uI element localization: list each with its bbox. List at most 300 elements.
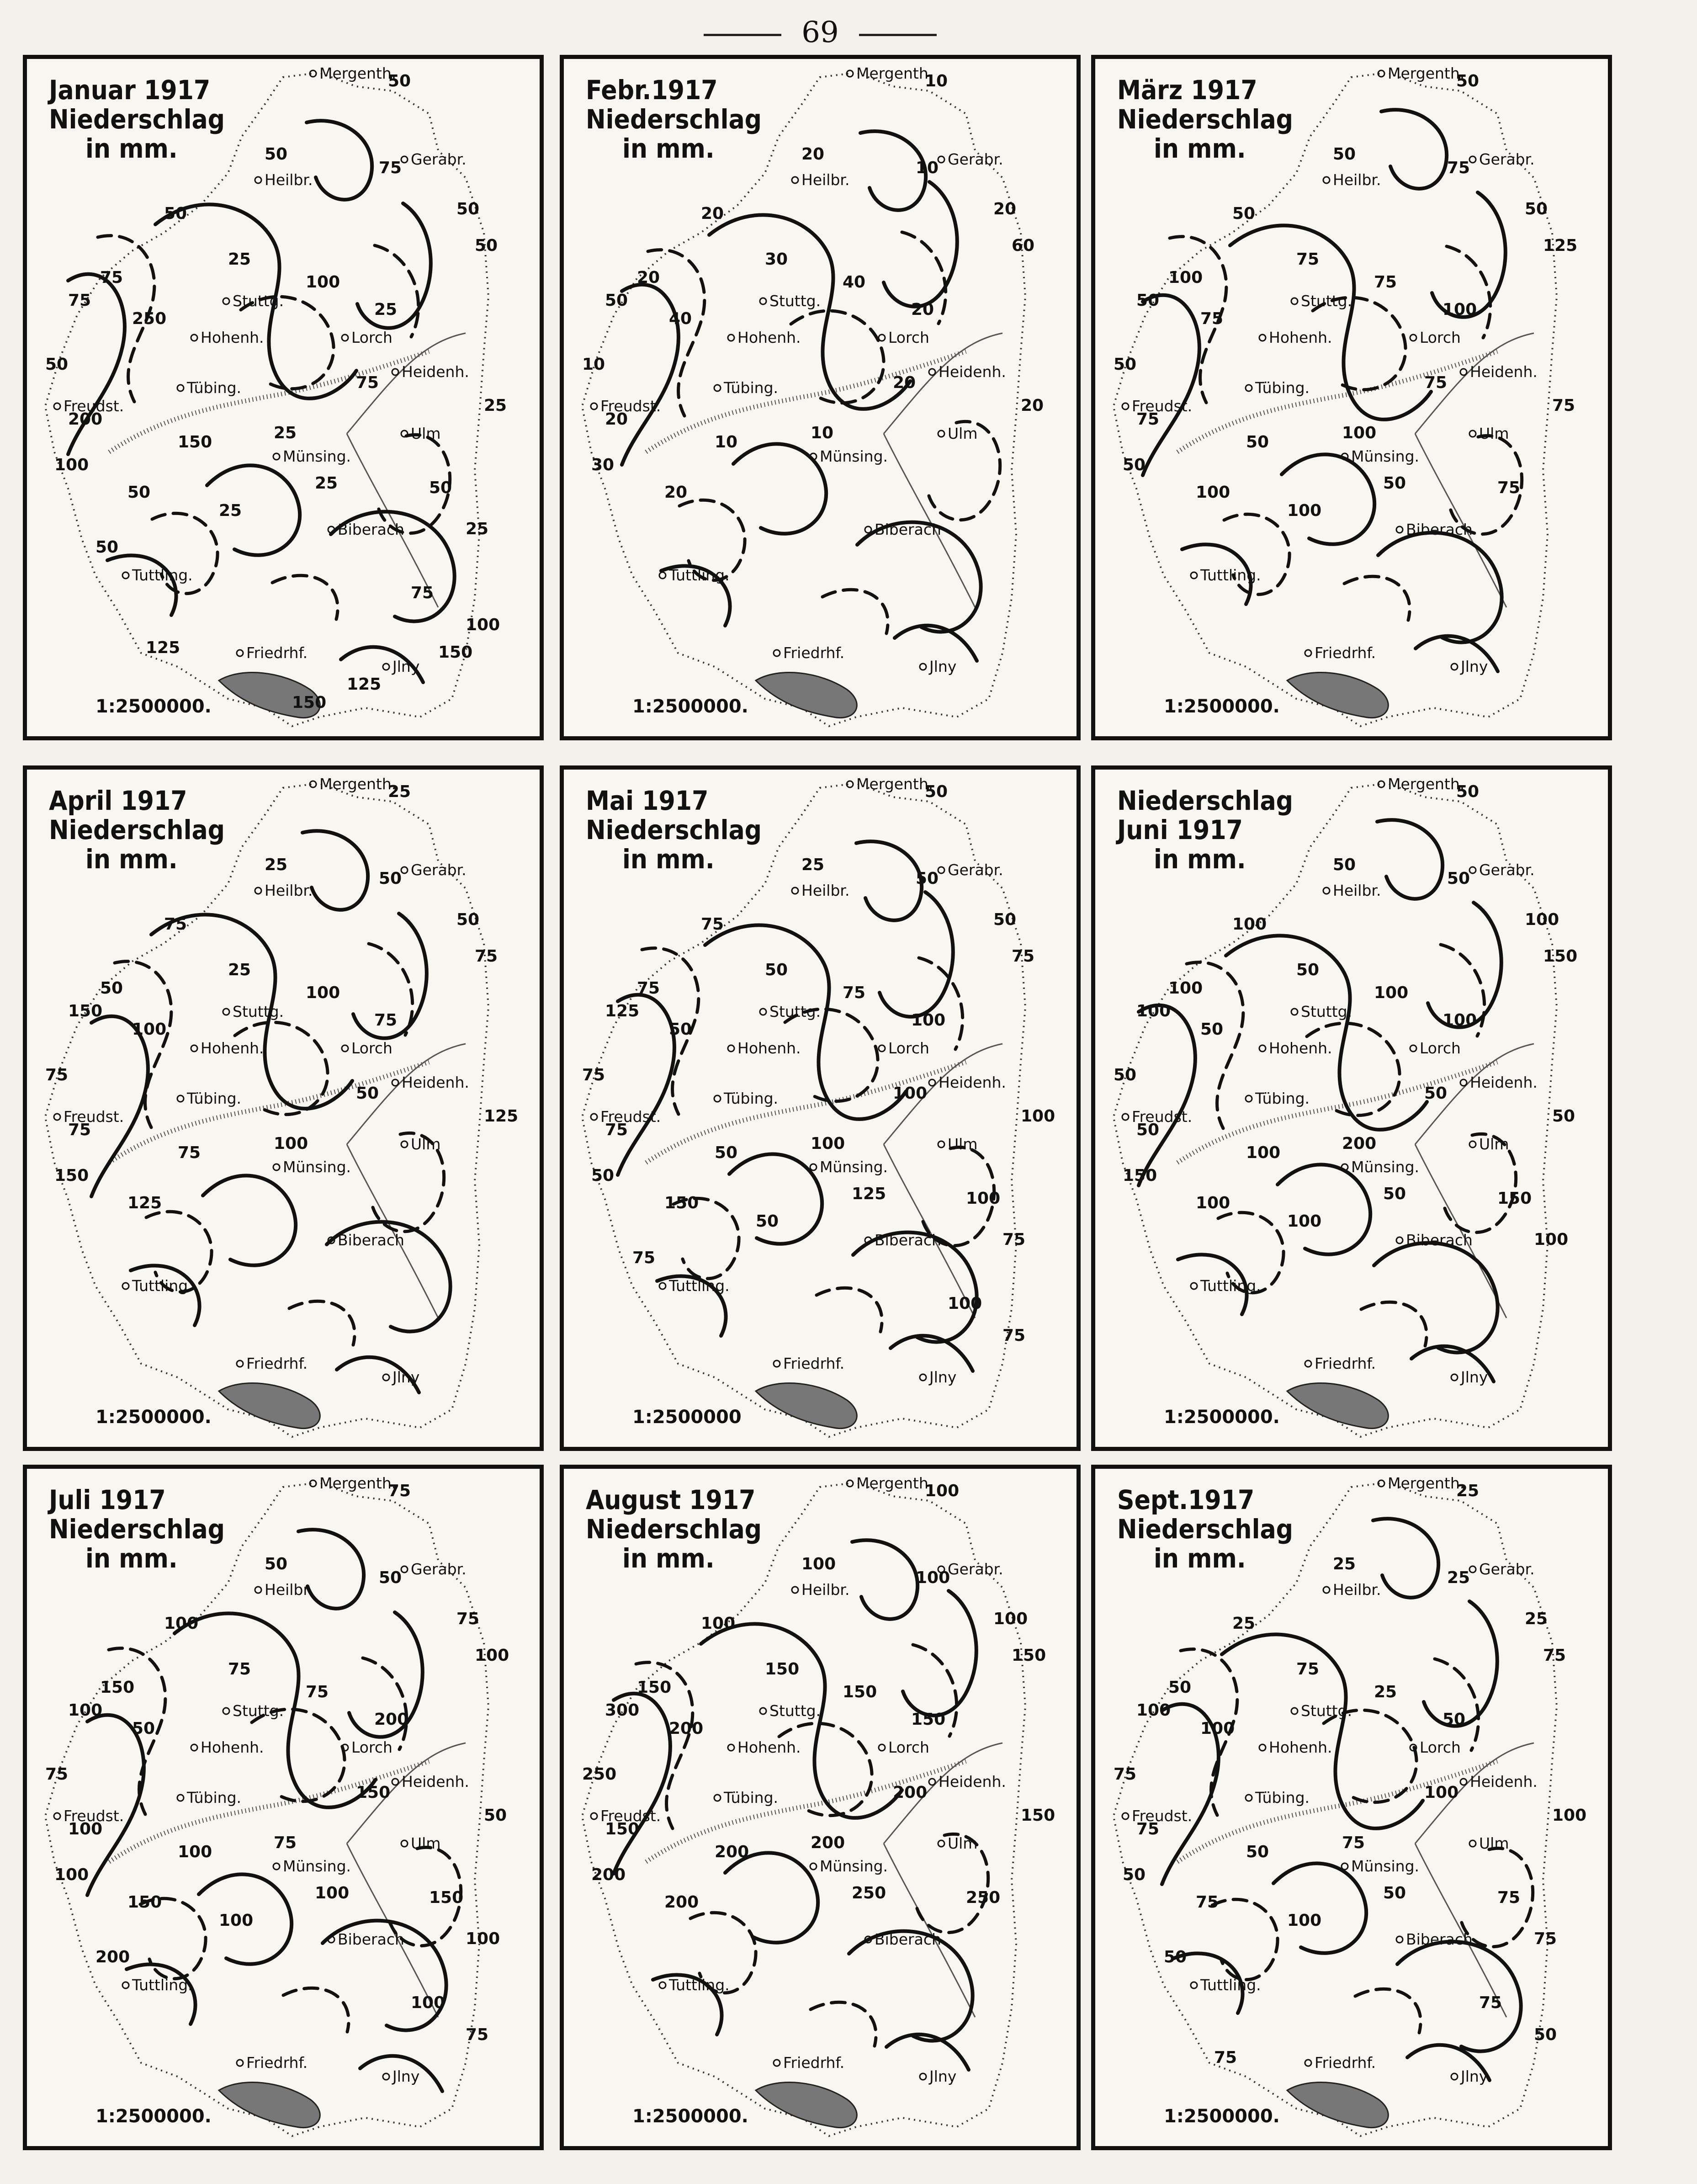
isohyet-value-label: 100: [1136, 1002, 1171, 1020]
isohyet-value-label: 75: [632, 1249, 656, 1267]
town-marker: [1396, 526, 1403, 533]
isohyet-value-label: 25: [801, 856, 825, 874]
place-label: Freudst.: [1132, 397, 1193, 415]
town-marker: [1460, 1079, 1467, 1086]
isohyet-value-label: 100: [801, 1555, 836, 1573]
isohyet-value-label: 100: [1196, 1194, 1230, 1212]
isohyet-value-label: 150: [100, 1678, 135, 1697]
isohyet-value-label: 25: [1374, 1683, 1397, 1701]
isohyet-value-label: 20: [801, 145, 825, 164]
map-title-line2: Niederschlag: [1117, 1514, 1294, 1545]
isohyet-dashed: [1212, 1899, 1278, 1980]
isohyet-value-label: 100: [54, 1865, 89, 1884]
isohyet-value-label: 75: [1374, 273, 1397, 292]
place-label: Ulm: [948, 425, 978, 442]
town-marker: [122, 1283, 129, 1289]
map-title: [586, 786, 762, 874]
place-label: Münsing.: [283, 1158, 351, 1176]
isohyet-value-label: 100: [1232, 915, 1267, 934]
town-marker: [792, 177, 798, 183]
isohyet-solid: [618, 995, 674, 1175]
place-label: Tübing.: [1255, 379, 1310, 397]
isohyet-value-label: 75: [582, 1066, 605, 1084]
map-scale: 1:2500000.: [1164, 696, 1280, 717]
isohyet-value-label: 25: [274, 424, 297, 442]
isohyet-value-label: 200: [715, 1843, 749, 1861]
isohyet-dashed: [919, 958, 963, 1049]
isohyet-value-label: 100: [306, 273, 340, 292]
isohyet-value-label: 150: [637, 1678, 672, 1697]
place-label: Tübing.: [187, 1089, 242, 1107]
town-marker: [1305, 1360, 1311, 1367]
place-label: Biberach: [875, 521, 941, 538]
place-label: Tuttling.: [669, 1976, 730, 1994]
map-title: [49, 75, 225, 163]
place-label: Jlny: [1461, 2067, 1488, 2085]
isohyet-value-label: 75: [1534, 1929, 1557, 1948]
place-label: Mergenth.: [1388, 64, 1465, 82]
isohyet-value-label: 50: [1114, 355, 1137, 374]
map-title-line3: in mm.: [1154, 844, 1246, 875]
isohyet-solid: [131, 1265, 200, 1325]
town-marker: [1259, 335, 1266, 341]
isohyet-value-label: 10: [811, 424, 834, 442]
town-marker: [920, 664, 926, 670]
isohyet-value-label: 200: [1342, 1134, 1377, 1153]
isohyet-solid: [1432, 192, 1506, 317]
isohyet-value-label: 50: [475, 236, 498, 255]
isohyet-value-label: 50: [265, 145, 288, 164]
place-label: Heilbr.: [265, 171, 313, 189]
isohyet-value-label: 75: [1447, 159, 1470, 177]
isohyet-dashed: [272, 575, 338, 619]
place-label: Friedrhf.: [783, 1355, 845, 1372]
place-label: Friedrhf.: [783, 2054, 845, 2072]
place-label: Stuttg.: [233, 1003, 284, 1020]
isohyet-value-label: 50: [379, 1568, 402, 1587]
town-marker: [1323, 1587, 1330, 1593]
town-marker: [1291, 1009, 1298, 1015]
place-label: Stuttg.: [1301, 1003, 1352, 1020]
place-label: Heidenh.: [402, 363, 469, 381]
town-marker: [1259, 1744, 1266, 1751]
place-label: Heilbr.: [801, 1581, 850, 1599]
isohyet-value-label: 50: [100, 979, 123, 998]
escarpment-hatching: [109, 1761, 429, 1862]
place-label: Ulm: [1479, 1834, 1509, 1852]
town-marker: [392, 1779, 398, 1785]
isohyet-value-label: 25: [1525, 1610, 1548, 1628]
isohyet-value-label: 100: [1246, 1143, 1281, 1162]
town-marker: [191, 1045, 197, 1052]
isohyet-value-label: 25: [228, 250, 251, 269]
map-panel-7: [23, 1465, 544, 2150]
town-marker: [401, 156, 408, 163]
town-marker: [1451, 1374, 1458, 1381]
place-label: Gerabr.: [1479, 1560, 1535, 1578]
isohyet-value-label: 75: [68, 291, 91, 310]
map-title-line2: Niederschlag: [586, 814, 762, 845]
isohyet-value-label: 150: [1021, 1806, 1055, 1825]
isohyet-value-label: 50: [756, 1212, 779, 1231]
map-title-line1: August 1917: [586, 1484, 756, 1515]
map-panel-2: [560, 55, 1081, 740]
town-marker: [1342, 1863, 1348, 1870]
isohyet-value-label: 25: [484, 396, 507, 415]
place-label: Hohenh.: [737, 329, 801, 346]
isohyet-dashed: [817, 1288, 882, 1332]
place-label: Friedrhf.: [1315, 644, 1376, 662]
town-marker: [810, 1164, 817, 1170]
isohyet-value-label: 100: [948, 1294, 982, 1313]
map-title-line3: in mm.: [85, 1543, 178, 1574]
town-marker: [223, 298, 229, 304]
isohyet-dashed: [289, 1301, 355, 1345]
town-marker: [383, 664, 389, 670]
place-label: Heidenh.: [1470, 363, 1538, 381]
isohyet-value-label: 50: [1383, 474, 1406, 493]
town-marker: [392, 1079, 398, 1086]
place-label: Tuttling.: [669, 566, 730, 584]
isohyet-value-label: 100: [1525, 910, 1559, 929]
town-marker: [1246, 1795, 1252, 1801]
map-title-line1: Sept.1917: [1117, 1484, 1255, 1515]
place-label: Gerabr.: [948, 861, 1003, 879]
lake-constance: [756, 1383, 857, 1429]
isohyet-value-label: 50: [1525, 200, 1548, 218]
isohyet-dashed: [791, 311, 884, 403]
lake-constance: [219, 2083, 320, 2128]
place-label: Tübing.: [724, 1089, 779, 1107]
town-marker: [237, 650, 243, 656]
place-label: Lorch: [351, 1738, 392, 1756]
town-marker: [879, 1744, 885, 1751]
place-label: Heilbr.: [1333, 882, 1381, 899]
town-marker: [1396, 1237, 1403, 1243]
map-title: [49, 1485, 225, 1573]
isohyet-dashed: [1355, 1989, 1421, 2033]
isohyet-value-label: 150: [1012, 1646, 1046, 1665]
isohyet-value-label: 75: [1002, 1230, 1026, 1249]
town-marker: [191, 1744, 197, 1751]
place-label: Jlny: [1461, 1368, 1488, 1386]
place-label: Freudst.: [600, 1108, 661, 1126]
isohyet-value-label: 100: [1552, 1806, 1587, 1825]
isohyet-value-label: 100: [466, 1929, 500, 1948]
isohyet-value-label: 20: [993, 200, 1017, 218]
isohyet-value-label: 150: [178, 433, 212, 452]
isohyet-value-label: 100: [1287, 1911, 1322, 1930]
isohyet-value-label: 25: [1333, 1555, 1356, 1573]
isohyet-value-label: 50: [1168, 1678, 1192, 1697]
isohyet-value-label: 125: [1543, 236, 1578, 255]
place-label: Münsing.: [1351, 1857, 1420, 1875]
town-marker: [237, 2060, 243, 2066]
isohyet-value-label: 75: [475, 947, 498, 966]
isohyet-value-label: 75: [1479, 1993, 1502, 2012]
town-marker: [54, 1114, 60, 1120]
place-label: Mergenth.: [319, 775, 397, 793]
map-scale: 1:2500000.: [1164, 2106, 1280, 2127]
isohyet-value-label: 100: [411, 1993, 445, 2012]
isohyet-solid: [880, 892, 953, 1017]
town-marker: [659, 1982, 666, 1988]
map-panel-6: [1091, 765, 1612, 1451]
place-label: Heilbr.: [1333, 171, 1381, 189]
isohyet-value-label: 75: [164, 915, 187, 934]
place-label: Tübing.: [1255, 1089, 1310, 1107]
isohyet-solid: [903, 1591, 976, 1716]
town-marker: [237, 1360, 243, 1367]
isohyet-value-label: 150: [843, 1683, 877, 1701]
isohyet-value-label: 50: [1232, 204, 1256, 223]
isohyet-value-label: 50: [1246, 1843, 1269, 1861]
town-marker: [342, 1045, 348, 1052]
map-scale: 1:2500000.: [95, 696, 212, 717]
town-marker: [1191, 572, 1197, 579]
place-label: Lorch: [888, 1039, 929, 1057]
town-marker: [255, 887, 261, 894]
lake-constance: [1287, 1383, 1388, 1429]
isohyet-value-label: 150: [292, 693, 327, 712]
isohyet-value-label: 100: [1342, 424, 1377, 442]
isohyet-value-label: 200: [669, 1719, 704, 1738]
isohyet-value-label: 50: [132, 1719, 155, 1738]
isohyet-value-label: 100: [1442, 300, 1477, 319]
isohyet-value-label: 75: [1342, 1833, 1365, 1852]
town-marker: [177, 1795, 184, 1801]
isohyet-value-label: 50: [45, 355, 69, 374]
isohyet-solid: [1377, 820, 1442, 899]
isohyet-value-label: 75: [1002, 1326, 1026, 1345]
isohyet-value-label: 20: [664, 483, 688, 502]
isohyet-value-label: 25: [388, 782, 411, 801]
town-marker: [1469, 156, 1476, 163]
isohyet-value-label: 100: [1200, 1719, 1235, 1738]
town-marker: [792, 887, 798, 894]
isohyet-value-label: 100: [1424, 1783, 1459, 1802]
isohyet-solid: [307, 121, 372, 200]
town-marker: [1396, 1936, 1403, 1943]
isohyet-value-label: 25: [228, 961, 251, 979]
town-marker: [810, 1863, 817, 1870]
isohyet-value-label: 100: [1021, 1107, 1055, 1126]
isohyet-value-label: 75: [701, 915, 724, 934]
isohyet-solid: [1139, 1005, 1195, 1185]
place-label: Heidenh.: [1470, 1773, 1538, 1791]
isohyet-solid: [856, 841, 922, 920]
map-panel-3: [1091, 55, 1612, 740]
isohyet-value-label: 100: [893, 1084, 928, 1103]
escarpment-hatching: [1177, 1761, 1497, 1862]
place-label: Münsing.: [283, 447, 351, 465]
town-marker: [1451, 2073, 1458, 2080]
place-label: Tuttling.: [1200, 1277, 1261, 1295]
place-label: Tuttling.: [132, 1277, 193, 1295]
isohyet-value-label: 100: [1287, 501, 1322, 520]
town-marker: [273, 1164, 280, 1170]
isohyet-value-label: 75: [1543, 1646, 1566, 1665]
isohyet-value-label: 75: [45, 1765, 69, 1784]
isohyet-value-label: 75: [45, 1066, 69, 1084]
town-marker: [728, 335, 734, 341]
isohyet-value-label: 250: [966, 1888, 1001, 1907]
isohyet-value-label: 75: [306, 1683, 329, 1701]
town-marker: [938, 867, 944, 873]
isohyet-value-label: 75: [843, 983, 866, 1002]
isohyet-value-label: 50: [388, 72, 411, 90]
town-marker: [1469, 1141, 1476, 1148]
isohyet-value-label: 300: [605, 1701, 640, 1720]
isohyet-value-label: 50: [429, 478, 452, 497]
isohyet-value-label: 20: [1021, 396, 1044, 415]
isohyet-value-label: 100: [911, 1011, 946, 1030]
map-title-line1: Febr.1917: [586, 74, 718, 106]
isohyet-dashed: [1344, 576, 1410, 620]
place-label: Hohenh.: [1269, 329, 1332, 346]
isohyet-value-label: 100: [1374, 983, 1409, 1002]
page-header: [0, 14, 1697, 50]
place-label: Lorch: [351, 329, 392, 346]
town-marker: [659, 572, 666, 579]
place-label: Heidenh.: [939, 1073, 1006, 1091]
map-title: [1117, 75, 1293, 163]
isohyet-value-label: 50: [669, 1020, 692, 1039]
place-label: Heidenh.: [402, 1073, 469, 1091]
place-label: Jlny: [392, 2067, 420, 2085]
isohyet-value-label: 125: [852, 1185, 886, 1203]
isohyet-value-label: 150: [438, 643, 473, 662]
isohyet-value-label: 125: [146, 638, 180, 657]
isohyet-value-label: 75: [456, 1610, 480, 1628]
place-label: Stuttg.: [1301, 292, 1352, 310]
isohyet-solid: [91, 1016, 148, 1196]
town-marker: [1191, 1283, 1197, 1289]
isohyet-solid: [1374, 1243, 1498, 1353]
town-marker: [929, 369, 935, 375]
place-label: Lorch: [888, 329, 929, 346]
isohyet-solid: [1381, 110, 1447, 189]
isohyet-value-label: 150: [127, 1893, 162, 1912]
town-marker: [401, 1566, 408, 1573]
place-label: Friedrhf.: [246, 2054, 308, 2072]
place-label: Münsing.: [820, 1158, 888, 1176]
isohyet-value-label: 75: [411, 584, 434, 602]
header-rule-left: [704, 34, 781, 36]
isohyet-value-label: 20: [911, 300, 934, 319]
place-label: Stuttg.: [233, 1702, 284, 1720]
place-label: Tübing.: [187, 379, 242, 397]
isohyet-dashed: [283, 1988, 349, 2032]
place-label: Mergenth.: [1388, 1474, 1465, 1492]
isohyet-value-label: 50: [1456, 782, 1480, 801]
isohyet-value-label: 100: [178, 1843, 212, 1861]
isohyet-solid: [1397, 1942, 1521, 2051]
isohyet-value-label: 75: [1200, 309, 1224, 328]
place-label: Gerabr.: [411, 1560, 467, 1578]
town-marker: [255, 177, 261, 183]
lake-constance: [1287, 673, 1388, 718]
lake-constance: [756, 673, 857, 718]
town-marker: [1323, 177, 1330, 183]
isohyet-solid: [1378, 533, 1502, 643]
isohyet-value-label: 25: [1447, 1568, 1470, 1587]
map-scale: 1:2500000.: [95, 2106, 212, 2127]
place-label: Heidenh.: [939, 1773, 1006, 1791]
isohyet-value-label: 75: [356, 373, 379, 392]
isohyet-dashed: [1307, 1023, 1400, 1116]
isohyet-value-label: 25: [466, 520, 489, 538]
isohyet-value-label: 100: [164, 1614, 199, 1633]
isohyet-value-label: 250: [582, 1765, 617, 1784]
isohyet-value-label: 100: [68, 1820, 103, 1839]
isohyet-dashed: [1361, 1302, 1427, 1346]
place-label: Stuttg.: [769, 1702, 821, 1720]
isohyet-value-label: 200: [591, 1865, 626, 1884]
isohyet-value-label: 100: [54, 456, 89, 474]
isohyet-dashed: [1435, 1659, 1479, 1750]
place-label: Mergenth.: [856, 64, 933, 82]
isohyet-value-label: 100: [811, 1134, 845, 1153]
isohyet-value-label: 75: [1012, 947, 1035, 966]
place-label: Biberach: [338, 521, 404, 538]
isohyet-value-label: 125: [347, 675, 382, 694]
town-marker: [383, 1374, 389, 1381]
town-marker: [659, 1283, 666, 1289]
place-label: Mergenth.: [856, 775, 933, 793]
place-label: Gerabr.: [1479, 150, 1535, 168]
place-label: Tuttling.: [132, 566, 193, 584]
isohyet-value-label: 200: [68, 410, 103, 429]
town-marker: [938, 1141, 944, 1148]
place-label: Biberach: [338, 1231, 404, 1249]
place-label: Tübing.: [724, 379, 779, 397]
map-title-line2: Niederschlag: [1117, 104, 1294, 135]
town-marker: [938, 156, 944, 163]
isohyet-value-label: 75: [1136, 410, 1160, 429]
isohyet-value-label: 50: [1383, 1185, 1406, 1203]
isohyet-value-label: 50: [1200, 1020, 1224, 1039]
place-label: Stuttg.: [769, 292, 821, 310]
isohyet-value-label: 100: [274, 1134, 308, 1153]
isohyet-value-label: 75: [1196, 1893, 1219, 1912]
place-label: Hohenh.: [1269, 1039, 1332, 1057]
place-label: Gerabr.: [411, 150, 467, 168]
place-label: Freudst.: [1132, 1108, 1193, 1126]
place-label: Tuttling.: [1200, 566, 1261, 584]
map-title-line2: Juni 1917: [1117, 814, 1243, 845]
town-marker: [1410, 1045, 1416, 1052]
place-label: Stuttg.: [233, 292, 284, 310]
map-title-line1: Niederschlag: [1117, 785, 1294, 816]
town-marker: [1469, 1840, 1476, 1847]
isohyet-value-label: 100: [1168, 268, 1203, 287]
map-title-line2: Niederschlag: [586, 1514, 762, 1545]
isohyet-value-label: 100: [966, 1189, 1001, 1208]
place-label: Hohenh.: [201, 1039, 264, 1057]
place-label: Friedrhf.: [1315, 2054, 1376, 2072]
isohyet-solid: [725, 1853, 818, 1942]
isohyet-value-label: 150: [68, 1002, 103, 1020]
isohyet-value-label: 50: [993, 910, 1017, 929]
place-label: Heidenh.: [402, 1773, 469, 1791]
isohyet-value-label: 100: [701, 1614, 736, 1633]
isohyet-value-label: 125: [127, 1194, 162, 1212]
town-marker: [1460, 1779, 1467, 1785]
place-label: Jlny: [929, 658, 957, 675]
town-marker: [1122, 1114, 1129, 1120]
town-marker: [728, 1045, 734, 1052]
